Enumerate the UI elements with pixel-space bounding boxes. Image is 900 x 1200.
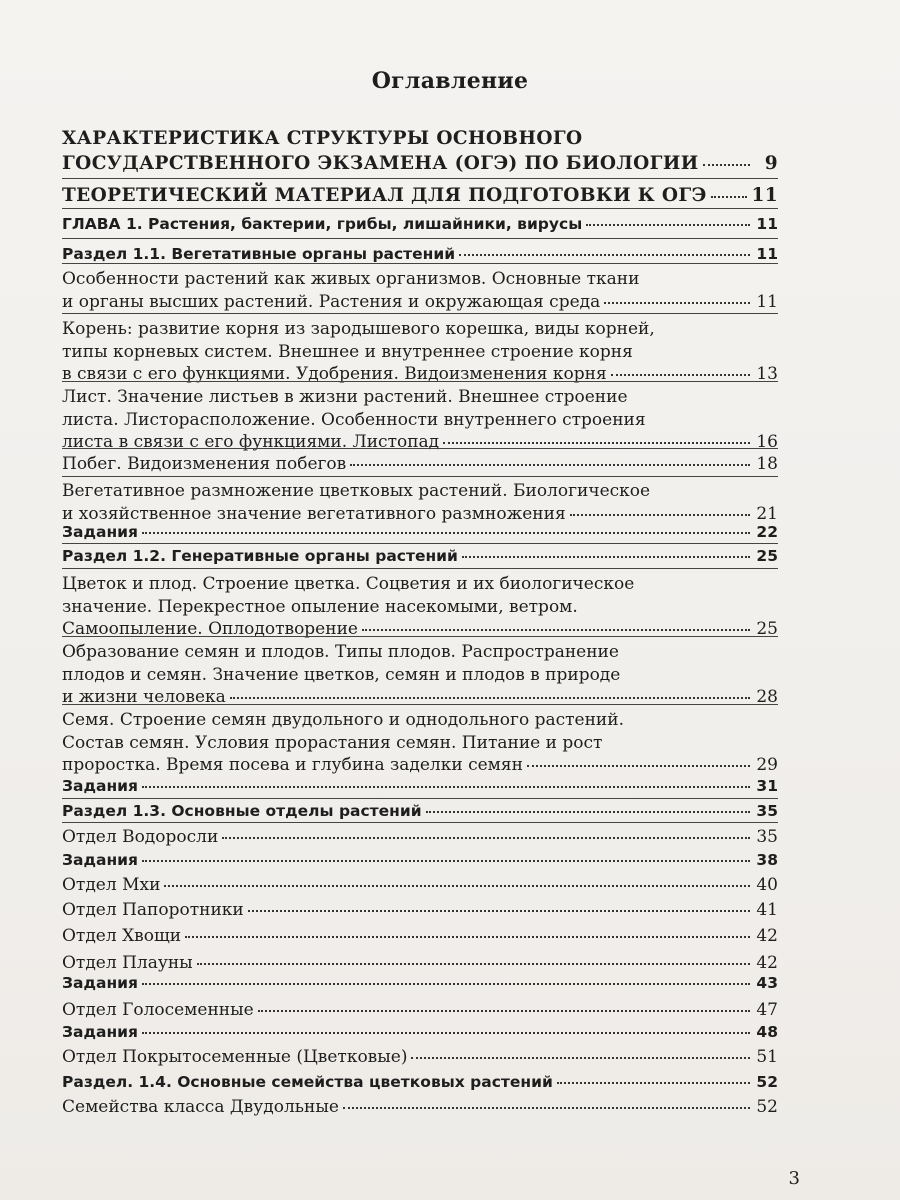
toc-entry[interactable] xyxy=(62,641,778,709)
toc-entry[interactable] xyxy=(62,899,778,922)
toc-entry-text: Отдел Папоротники xyxy=(62,900,244,920)
separator-rule xyxy=(62,798,778,799)
toc-entry-text: в связи с его функциями. Удобрения. Видоизменения корня xyxy=(62,364,607,384)
toc-entry[interactable] xyxy=(62,826,778,849)
dot-leader xyxy=(230,693,750,699)
toc-entry-text: Цветок и плод. Строение цветка. Соцветия и их биологическое xyxy=(62,574,635,594)
toc-entry[interactable] xyxy=(62,126,778,176)
toc-entry[interactable] xyxy=(62,480,778,525)
toc-entry[interactable] xyxy=(62,1046,778,1069)
toc-page-number: 11 xyxy=(756,291,778,312)
page-title: Оглавление xyxy=(371,68,529,94)
toc-entry-text: Особенности растений как живых организмов. Основные ткани xyxy=(62,269,640,289)
dot-leader xyxy=(142,1028,750,1034)
toc-entry-text: и хозяйственное значение вегетативного размножения xyxy=(62,503,566,524)
dot-leader xyxy=(350,460,750,466)
separator-rule xyxy=(62,543,778,544)
toc-entry[interactable] xyxy=(62,183,778,208)
separator-rule xyxy=(62,704,778,705)
toc-entry-text: Задания xyxy=(62,523,138,541)
dot-leader xyxy=(362,625,750,631)
toc-entry-text: типы корневых систем. Внешнее и внутреннее строение корня xyxy=(62,341,633,362)
toc-page-number: 29 xyxy=(756,755,778,775)
toc-entry-text: и органы высших растений. Растения и окружающая среда xyxy=(62,291,601,312)
toc-entry-text: листа в связи с его функциями. Листопад xyxy=(62,432,440,452)
toc-entry-text: и жизни человека xyxy=(62,687,226,707)
toc-entry[interactable] xyxy=(62,1071,778,1094)
dot-leader xyxy=(604,298,750,304)
toc-entry-text: Отдел Голосеменные xyxy=(62,1000,254,1020)
toc-page-number: 22 xyxy=(756,523,778,541)
toc-page-number: 16 xyxy=(756,432,778,452)
toc-page-number: 51 xyxy=(756,1047,778,1067)
separator-rule xyxy=(62,313,778,314)
dot-leader xyxy=(142,782,750,788)
toc-entry-text: Вегетативное размножение цветковых растений. Биологическое xyxy=(62,481,651,501)
toc-entry[interactable] xyxy=(62,1021,778,1044)
toc-entry[interactable] xyxy=(62,521,778,544)
toc-entry-text: Отдел Мхи xyxy=(62,875,161,895)
dot-leader xyxy=(411,1053,750,1059)
toc-page-number: 11 xyxy=(756,245,778,263)
toc-entry-text: Отдел Хвощи xyxy=(62,926,182,946)
toc-page-number: 18 xyxy=(756,454,778,474)
toc-entry-text: проростка. Время посева и глубина заделки семян xyxy=(62,755,523,775)
toc-entry[interactable] xyxy=(62,573,778,641)
toc-entry-text: Состав семян. Условия прорастания семян. Питание и рост xyxy=(62,732,603,753)
dot-leader xyxy=(586,220,750,226)
dot-leader xyxy=(570,510,750,516)
toc-page-number: 9 xyxy=(764,153,778,174)
toc-page-number: 25 xyxy=(756,619,778,639)
toc-page-number: 41 xyxy=(756,900,778,920)
dot-leader xyxy=(611,370,750,376)
toc-page-number: 35 xyxy=(756,802,778,820)
separator-rule xyxy=(62,381,778,382)
toc-entry-text: Самоопыление. Оплодотворение xyxy=(62,619,358,639)
toc-entry[interactable] xyxy=(62,318,778,386)
toc-page-number: 11 xyxy=(751,185,778,206)
dot-leader xyxy=(164,881,750,887)
dot-leader xyxy=(258,1006,750,1012)
toc-page-number: 52 xyxy=(756,1097,778,1117)
toc-entry-text: ХАРАКТЕРИСТИКА СТРУКТУРЫ ОСНОВНОГО xyxy=(62,128,583,149)
toc-page-number: 47 xyxy=(756,1000,778,1020)
toc-entry-text: Задания xyxy=(62,777,138,795)
dot-leader xyxy=(142,528,750,534)
separator-rule xyxy=(62,178,778,179)
dot-leader xyxy=(462,552,750,558)
separator-rule xyxy=(62,238,778,239)
toc-entry-text: Раздел 1.2. Генеративные органы растений xyxy=(62,547,458,565)
toc-entry-text: значение. Перекрестное опыление насекомыми, ветром. xyxy=(62,596,578,617)
toc-entry[interactable] xyxy=(62,213,778,236)
dot-leader xyxy=(527,761,750,767)
toc-entry[interactable] xyxy=(62,999,778,1022)
dot-leader xyxy=(557,1078,750,1084)
toc-entry[interactable] xyxy=(62,874,778,897)
toc-page-number: 13 xyxy=(756,364,778,384)
dot-leader xyxy=(142,856,750,862)
toc-entry-text: Семя. Строение семян двудольного и однодольного растений. xyxy=(62,710,624,730)
dot-leader xyxy=(142,979,750,985)
separator-rule xyxy=(62,263,778,264)
toc-page-number: 38 xyxy=(756,851,778,869)
separator-rule xyxy=(62,208,778,209)
page-number: 3 xyxy=(788,1168,800,1189)
dot-leader xyxy=(443,438,750,444)
toc-entry-text: Корень: развитие корня из зародышевого корешка, виды корней, xyxy=(62,319,655,339)
toc-page-number: 40 xyxy=(756,875,778,895)
toc-entry-text: Задания xyxy=(62,974,138,992)
toc-entry-text: Отдел Покрытосеменные (Цветковые) xyxy=(62,1047,408,1067)
toc-entry[interactable] xyxy=(62,775,778,798)
toc-entry[interactable] xyxy=(62,1096,778,1119)
toc-page-number: 52 xyxy=(756,1073,778,1091)
toc-entry[interactable] xyxy=(62,709,778,777)
toc-entry-text: Отдел Водоросли xyxy=(62,827,219,847)
separator-rule xyxy=(62,568,778,569)
toc-entry[interactable] xyxy=(62,849,778,872)
separator-rule xyxy=(62,636,778,637)
toc-entry[interactable] xyxy=(62,925,778,948)
dot-leader xyxy=(197,959,750,965)
dot-leader xyxy=(711,192,748,198)
toc-entry-text: Раздел 1.3. Основные отделы растений xyxy=(62,802,422,820)
dot-leader xyxy=(185,932,750,938)
toc-entry[interactable] xyxy=(62,800,778,823)
toc-page-number: 35 xyxy=(756,827,778,847)
toc-entry-text: Лист. Значение листьев в жизни растений. Внешнее строение xyxy=(62,387,628,407)
toc-page-number: 21 xyxy=(756,503,778,524)
dot-leader xyxy=(222,833,750,839)
toc-entry-text: ГОСУДАРСТВЕННОГО ЭКЗАМЕНА (ОГЭ) ПО БИОЛОГИИ xyxy=(62,153,699,174)
separator-rule xyxy=(62,448,778,449)
toc-entry-text: Образование семян и плодов. Типы плодов. Распространение xyxy=(62,642,619,662)
toc-entry-text: Семейства класса Двудольные xyxy=(62,1097,339,1117)
toc-entry[interactable] xyxy=(62,453,778,476)
toc-entry-text: Отдел Плауны xyxy=(62,953,193,973)
toc-page-number: 25 xyxy=(756,547,778,565)
dot-leader xyxy=(459,250,750,256)
toc-page-number: 31 xyxy=(756,777,778,795)
toc-entry[interactable] xyxy=(62,268,778,313)
dot-leader xyxy=(703,160,750,166)
toc-entry-text: Побег. Видоизменения побегов xyxy=(62,454,347,474)
toc-page-number: 48 xyxy=(756,1023,778,1041)
toc-entry-text: Раздел. 1.4. Основные семейства цветковых растений xyxy=(62,1073,553,1091)
toc-entry-text: плодов и семян. Значение цветков, семян и плодов в природе xyxy=(62,664,621,685)
toc-entry-text: ГЛАВА 1. Растения, бактерии, грибы, лишайники, вирусы xyxy=(62,215,583,233)
toc-page-number: 11 xyxy=(756,215,778,233)
separator-rule xyxy=(62,822,778,823)
toc-page-number: 42 xyxy=(756,926,778,946)
toc-entry-text: Раздел 1.1. Вегетативные органы растений xyxy=(62,245,456,263)
dot-leader xyxy=(426,807,750,813)
toc-entry[interactable] xyxy=(62,545,778,568)
toc-entry-text: Задания xyxy=(62,851,138,869)
toc-entry-text: ТЕОРЕТИЧЕСКИЙ МАТЕРИАЛ ДЛЯ ПОДГОТОВКИ К ОГЭ xyxy=(62,185,707,206)
toc-entry-text: Задания xyxy=(62,1023,138,1041)
separator-rule xyxy=(62,476,778,477)
toc-page-number: 42 xyxy=(756,953,778,973)
toc-page-number: 28 xyxy=(756,687,778,707)
dot-leader xyxy=(248,906,750,912)
toc-entry[interactable] xyxy=(62,386,778,454)
toc-page-number: 43 xyxy=(756,974,778,992)
toc-entry-text: листа. Листорасположение. Особенности внутреннего строения xyxy=(62,409,646,430)
toc-entry[interactable] xyxy=(62,972,778,995)
dot-leader xyxy=(343,1103,750,1109)
